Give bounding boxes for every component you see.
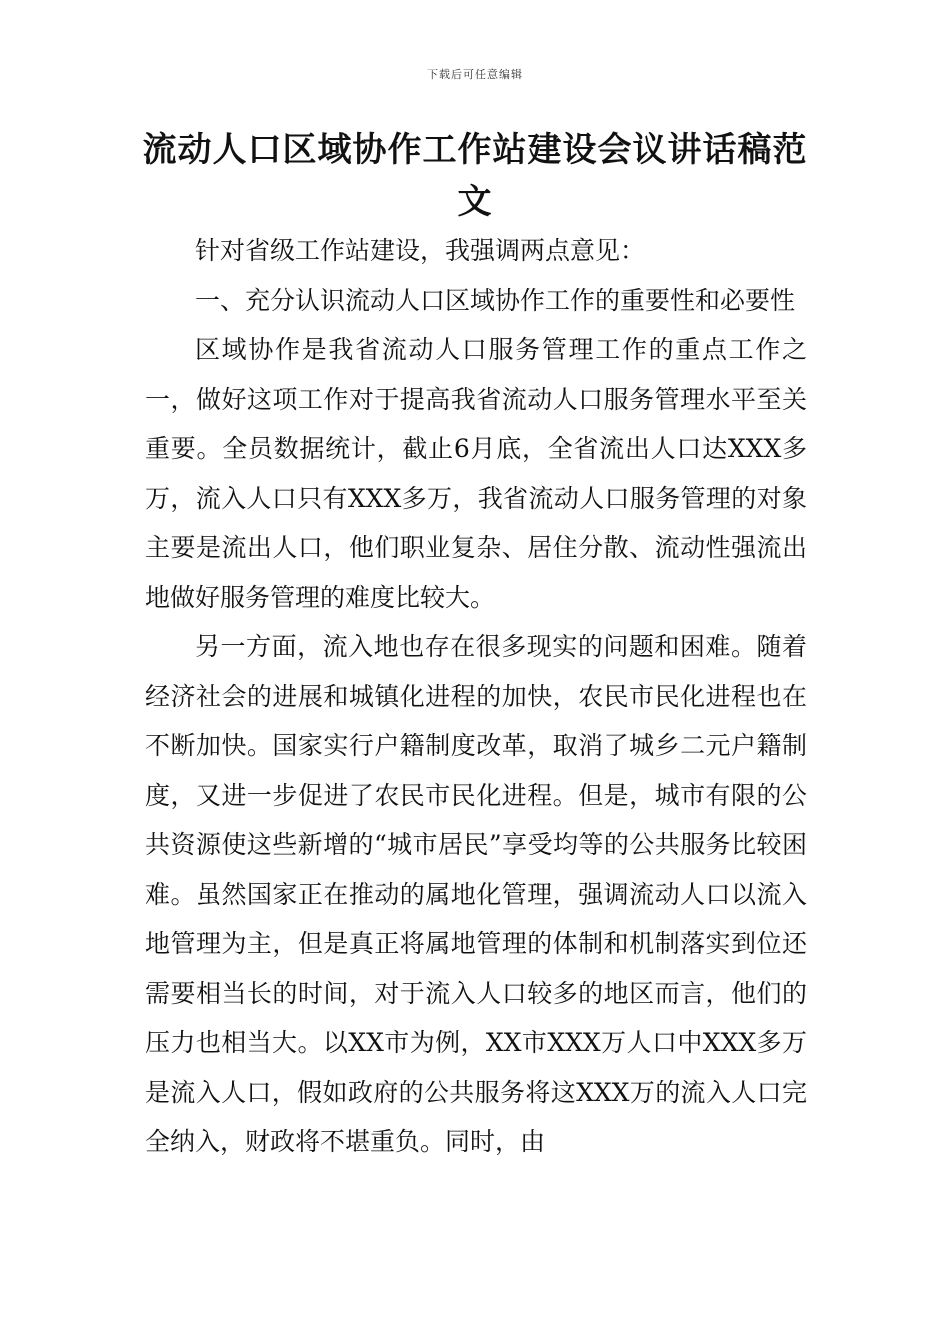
document-title: 流动人口区域协作工作站建设会议讲话稿范文 bbox=[142, 130, 808, 222]
header-note: 下载后可任意编辑 bbox=[427, 68, 523, 81]
document-body bbox=[145, 226, 807, 1167]
paragraph-intro: 针对省级工作站建设，我强调两点意见： bbox=[195, 236, 646, 265]
paragraph-inflow-challenges: 另一方面，流入地也存在很多现实的问题和困难。随着经济社会的进展和城镇化进程的加快，农民市民化进程也在不断加快。国家实行户籍制度改革，取消了城乡二元户籍制度，又进一步促进了农民市民化进程。但是，城市有限的公共资源使这些新增的“城市居民”享受均等的公共服务比较困难。虽然国家正在推动的属地化管理，强调流动人口以流入地管理为主，但是真正将属地管理的体制和机制落实到位还需要相当长的时间，对于流入人口较多的地区而言，他们的压力也相当大。以XX市为例，XX市XXX万人口中XXX多万是流入人口，假如政府的公共服务将这XXX万的流入人口完全纳入，财政将不堪重负。同时，由 bbox=[145, 632, 807, 1156]
paragraph-regional-cooperation: 区域协作是我省流动人口服务管理工作的重点工作之一，做好这项工作对于提高我省流动人口服务管理水平至关重要。全员数据统计，截止6月底，全省流出人口达XXX多万，流入人口只有XXX多万，我省流动人口服务管理的对象主要是流出人口，他们职业复杂、居住分散、流动性强流出地做好服务管理的难度比较大。 bbox=[145, 335, 807, 612]
section-heading-1: 一、充分认识流动人口区域协作工作的重要性和必要性 bbox=[195, 285, 796, 315]
